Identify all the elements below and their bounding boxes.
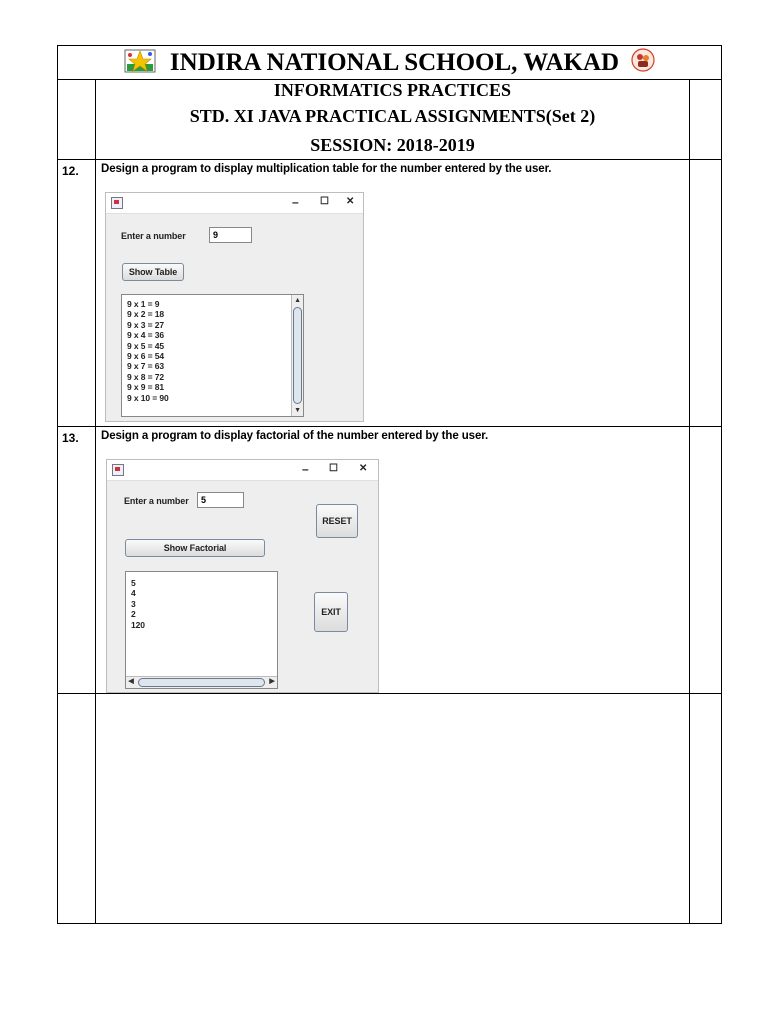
- session-heading: SESSION: 2018-2019: [310, 135, 475, 155]
- reset-button[interactable]: RESET: [316, 504, 358, 538]
- subject-heading: INFORMATICS PRACTICES: [273, 80, 512, 100]
- horizontal-scrollbar[interactable]: [126, 676, 277, 688]
- question-text: Design a program to display factorial of the number entered by the user.: [101, 430, 489, 442]
- question-number: 13.: [58, 427, 96, 694]
- number-input[interactable]: 5: [197, 492, 244, 508]
- question-cell: [96, 427, 690, 694]
- exit-button[interactable]: EXIT: [314, 592, 348, 632]
- scroll-left-icon[interactable]: ◀: [128, 678, 134, 685]
- output-line: 5: [131, 578, 136, 588]
- output-line: 9 x 1 = 9: [127, 299, 160, 309]
- number-label: Enter a number: [121, 231, 186, 241]
- scroll-down-icon[interactable]: ▼: [294, 407, 301, 414]
- question-row: [58, 160, 722, 427]
- question-row: [58, 427, 722, 694]
- emblem-icon: [631, 48, 655, 72]
- maximize-button[interactable]: ☐: [320, 196, 329, 207]
- scroll-up-icon[interactable]: ▲: [294, 297, 301, 304]
- output-textarea[interactable]: [121, 294, 304, 417]
- scroll-right-icon[interactable]: ▶: [269, 678, 275, 685]
- question-number: 12.: [58, 160, 96, 427]
- school-title-cell: [58, 46, 722, 80]
- output-line: 9 x 4 = 36: [127, 330, 165, 341]
- scroll-thumb[interactable]: [293, 307, 302, 404]
- question-text: Design a program to display multiplication table for the number entered by the user.: [101, 163, 552, 175]
- output-line: 3: [131, 598, 136, 609]
- scroll-thumb[interactable]: [138, 678, 265, 687]
- output-line: 9 x 10 = 90: [127, 392, 169, 403]
- close-button[interactable]: ✕: [346, 196, 355, 207]
- output-textarea[interactable]: [125, 571, 278, 689]
- output-line: 2: [131, 609, 136, 620]
- school-logo-icon: [124, 49, 156, 73]
- output-line: 9 x 5 = 45: [127, 340, 165, 351]
- school-name: INDIRA NATIONAL SCHOOL, WAKAD: [169, 49, 620, 76]
- show-factorial-button[interactable]: Show Factorial: [125, 539, 265, 557]
- assignment-heading: STD. XI JAVA PRACTICAL ASSIGNMENTS(Set 2): [189, 106, 596, 126]
- output-line: 120: [131, 619, 145, 630]
- number-input[interactable]: 9: [209, 227, 252, 243]
- show-table-button[interactable]: Show Table: [122, 263, 184, 281]
- output-line: 9 x 6 = 54: [127, 351, 165, 362]
- number-label: Enter a number: [124, 496, 189, 506]
- table-window: [105, 192, 364, 422]
- output-line: 4: [131, 588, 136, 599]
- minimize-button[interactable]: –: [302, 462, 309, 476]
- output-text: [131, 578, 145, 630]
- java-app-icon: [112, 464, 124, 476]
- java-app-icon: [111, 197, 123, 209]
- empty-row: [58, 694, 722, 924]
- factorial-window: [106, 459, 379, 693]
- question-cell: [96, 160, 690, 427]
- output-line: 9 x 7 = 63: [127, 361, 165, 372]
- header-row: [58, 80, 722, 160]
- output-line: 9 x 2 = 18: [127, 309, 165, 320]
- close-button[interactable]: ✕: [359, 463, 368, 474]
- minimize-button[interactable]: –: [292, 195, 299, 209]
- window-titlebar: [106, 193, 363, 214]
- output-line: 9 x 8 = 72: [127, 371, 165, 382]
- header-cell: [96, 80, 690, 160]
- maximize-button[interactable]: ☐: [329, 463, 338, 474]
- vertical-scrollbar[interactable]: [291, 295, 303, 416]
- assignment-table: [57, 45, 722, 924]
- output-text: [127, 299, 169, 403]
- school-row: [58, 46, 722, 80]
- window-titlebar: [107, 460, 378, 481]
- output-line: 9 x 9 = 81: [127, 382, 165, 393]
- output-line: 9 x 3 = 27: [127, 319, 165, 330]
